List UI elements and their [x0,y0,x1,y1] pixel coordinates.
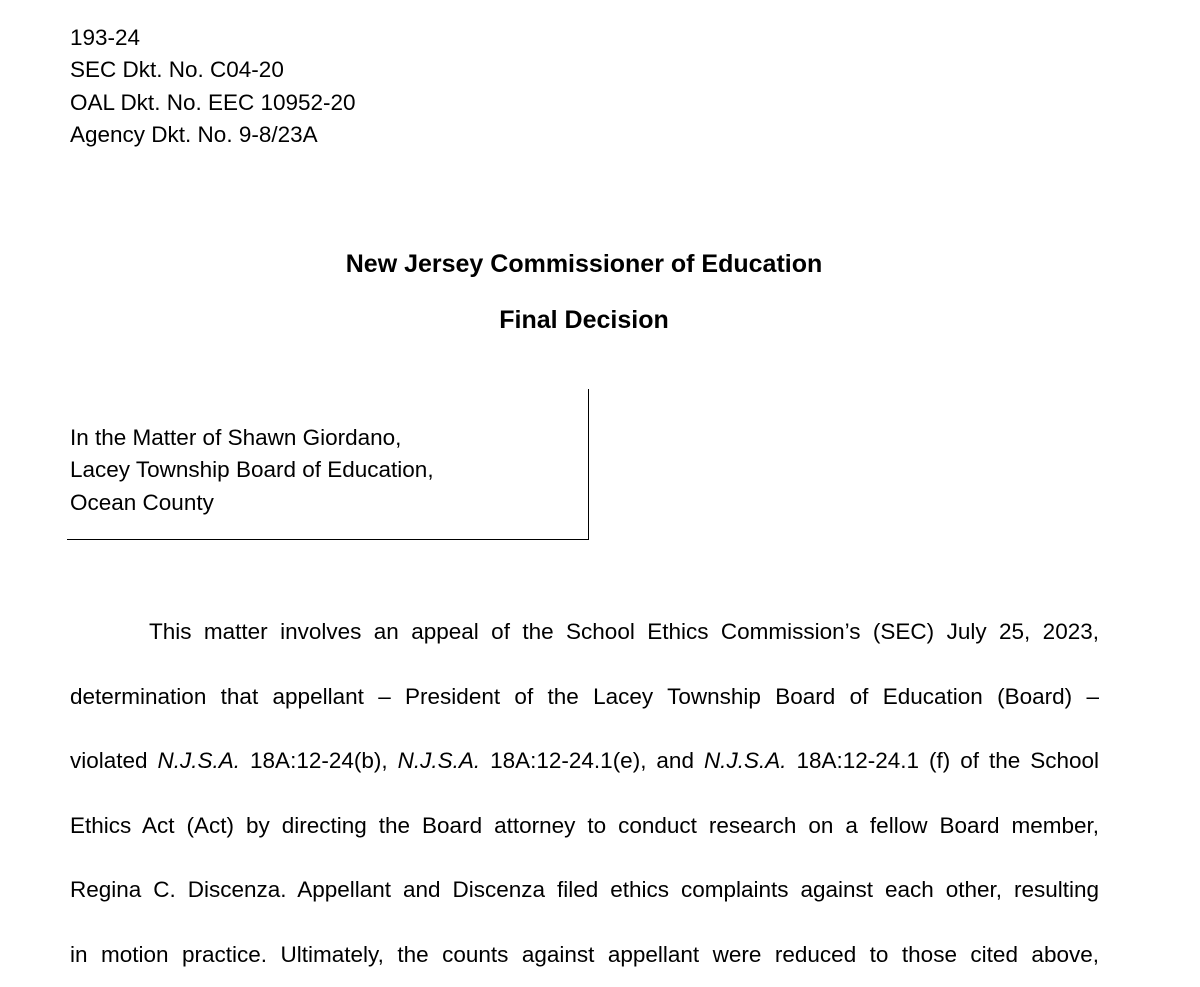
caption-line-county: Ocean County [70,487,434,519]
docket-numbers [70,22,356,151]
decision-body [70,600,1099,987]
body-line: in motion practice. Ultimately, the counts against appellant were reduced to those cited above, [70,923,1099,987]
body-line: determination that appellant – President of the Lacey Township Board of Education (Board) – [70,665,1099,730]
case-caption [70,422,434,519]
statute-citation: N.J.S.A. [158,748,241,773]
body-text-segment: 18A:12-24(b), [240,748,398,773]
body-line: Regina C. Discenza. Appellant and Discenza filed ethics complaints against each other, resulting [70,858,1099,923]
docket-line-oal: OAL Dkt. No. EEC 10952-20 [70,87,356,119]
document-subtitle: Final Decision [0,304,1168,336]
statute-citation: N.J.S.A. [704,748,787,773]
body-text-segment: violated [70,748,158,773]
docket-line-agency: Agency Dkt. No. 9-8/23A [70,119,356,151]
body-line: This matter involves an appeal of the School Ethics Commission’s (SEC) July 25, 2023, [70,600,1099,665]
body-line: Ethics Act (Act) by directing the Board attorney to conduct research on a fellow Board member, [70,794,1099,859]
body-text-segment: 18A:12-24.1 (f) of the School [786,748,1099,773]
docket-line-decision-number: 193-24 [70,22,356,54]
body-text-segment: 18A:12-24.1(e), and [480,748,704,773]
body-line-citations [70,729,1099,794]
statute-citation: N.J.S.A. [398,748,481,773]
caption-line-party: In the Matter of Shawn Giordano, [70,422,434,454]
docket-line-sec: SEC Dkt. No. C04-20 [70,54,356,86]
document-title: New Jersey Commissioner of Education [0,248,1168,280]
caption-line-board: Lacey Township Board of Education, [70,454,434,486]
